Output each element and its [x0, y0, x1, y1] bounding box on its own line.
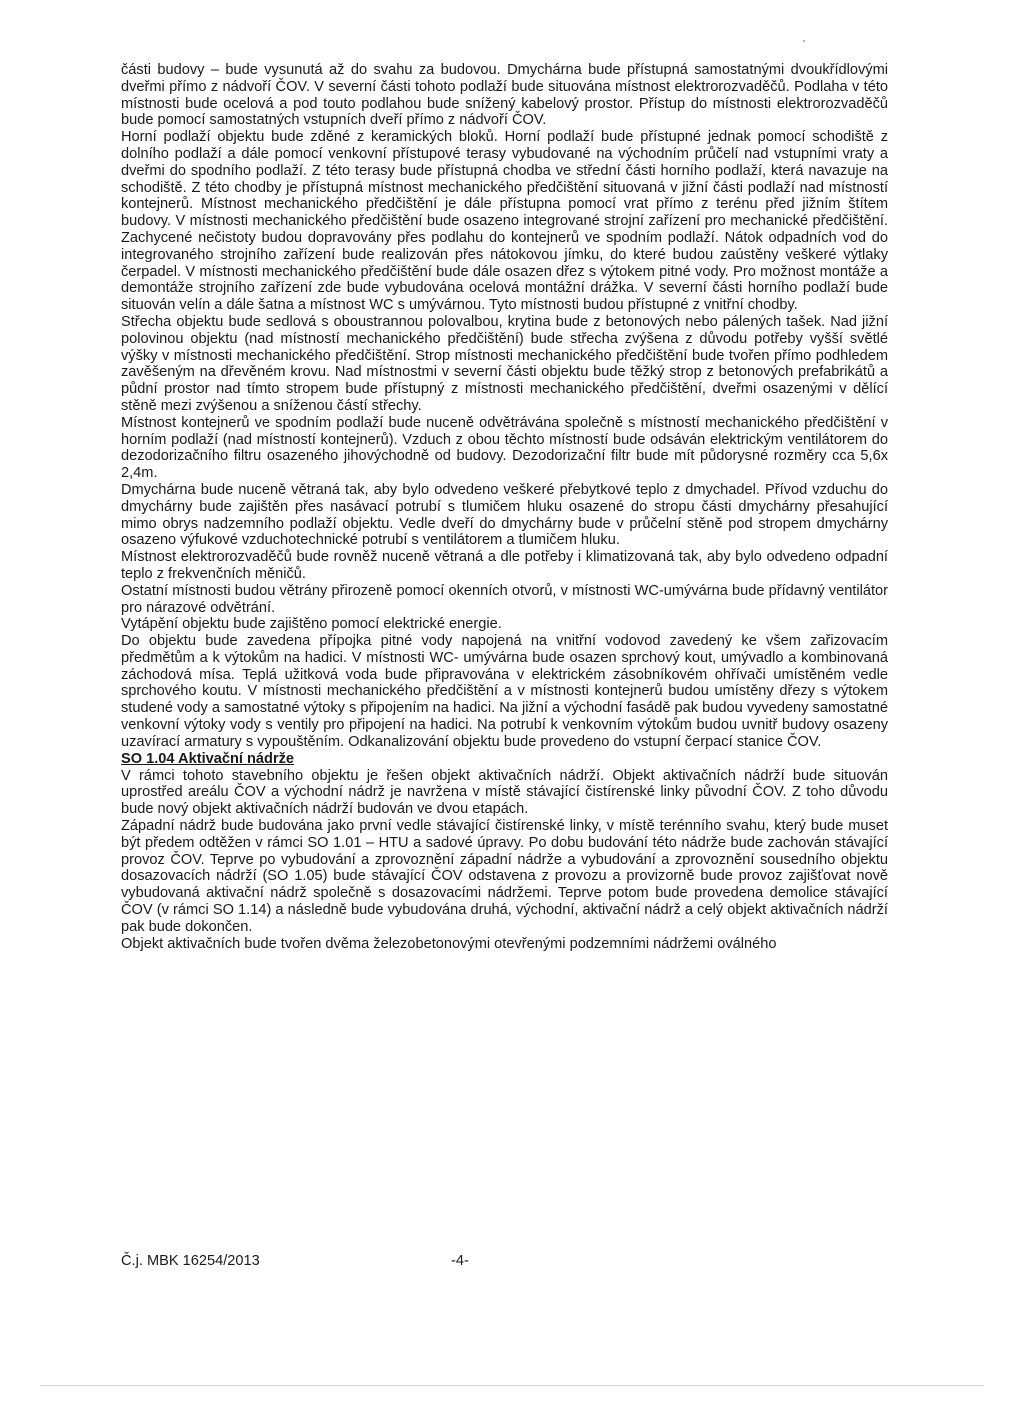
paragraph-switchgear-ventilation: Místnost elektrorozvaděčů bude rovněž nuceně větraná a dle potřeby i klimatizovaná tak, aby bylo odvedeno odpadní teplo z frekvenčních měničů.	[121, 549, 888, 582]
page-number: -4-	[451, 1253, 469, 1269]
paragraph-water-supply: Do objektu bude zavedena přípojka pitné vody napojená na vnitřní vodovod zavedený ke všem zařizovacím předmětům a k výtokům na hadici. V místnosti WC- umývárna bude osazen sprchový kout, umývadlo a kombinovaná záchodová mísa. Teplá užitková voda bude připravována v elektrickém zásobníkovém ohřívači umístěném vedle sprchového koutu. V místnosti mechanického předčištění a v místnosti kontejnerů budou umístěny dřezy s výtokem studené vody a samostatné výtoky s připojením na hadici. Na jižní a východní fasádě pak budou vyvedeny samostatné venkovní výtoky vody s ventily pro připojení na hadici. Na potrubí k venkovním výtokům budou uvnitř budovy osazeny uzavírací armatury s vypouštěním. Odkanalizování objektu bude provedeno do vstupní čerpací stanice ČOV.	[121, 633, 888, 750]
paragraph-blower-room-ventilation: Dmychárna bude nuceně větraná tak, aby bylo odvedeno veškeré přebytkové teplo z dmychadel. Přívod vzduchu do dmychárny bude zajištěn přes nasávací potrubí s tlumičem hluku osazené do stropu části dmychárny přesahující mimo obrys nadzemního podlaží objektu. Vedle dveří do dmychárny bude v průčelní stěně pod stropem dmychárny osazeno výfukové vzduchotechnické potrubí s ventilátorem a tlumičem hluku.	[121, 481, 888, 549]
document-number: Č.j. MBK 16254/2013	[121, 1253, 260, 1269]
paragraph-activation-tanks-intro: V rámci tohoto stavebního objektu je řešen objekt aktivačních nádrží. Objekt aktivačních nádrží bude situován uprostřed areálu ČOV a východní nádrž je navržena v místě stávající čistírenské linky původní ČOV. Z toho důvodu bude nový objekt aktivačních nádrží budován ve dvou etapách.	[121, 767, 888, 818]
scan-edge-line	[40, 1385, 984, 1386]
paragraph-heating: Vytápění objektu bude zajištěno pomocí elektrické energie.	[121, 616, 502, 633]
paragraph-activation-tanks-structure: Objekt aktivačních bude tvořen dvěma železobetonovými otevřenými podzemními nádržemi oválného	[121, 935, 777, 952]
document-body	[121, 62, 888, 952]
paragraph-natural-ventilation: Ostatní místnosti budou větrány přirozeně pomocí okenních otvorů, v místnosti WC-umývárna bude přídavný ventilátor pro nárazové odvětrání.	[121, 582, 888, 616]
paragraph-lower-floor-access: části budovy – bude vysunutá až do svahu za budovou. Dmychárna bude přístupná samostatnými dvoukřídlovými dveřmi přímo z nádvoří ČOV. V severní části tohoto podlaží bude situována místnost elektrorozvaděčů. Podlaha v této místnosti bude ocelová a pod touto podlahou bude snížený kabelový prostor. Přístup do místnosti elektrorozvaděčů bude pomocí samostatných vstupních dveří přímo z nádvoří ČOV.	[121, 62, 888, 129]
paragraph-activation-tanks-stages: Západní nádrž bude budována jako první vedle stávající čistírenské linky, v místě terénního svahu, který bude muset být předem odtěžen v rámci SO 1.01 – HTU a sadové úpravy. Po dobu budování této nádrže bude zachován stávající provoz ČOV. Teprve po vybudování a zprovoznění západní nádrže a vybudování a zprovoznění sousedního objektu dosazovacích nádrží (SO 1.05) bude stávající ČOV odstavena z provozu a provizorně bude provoz zajišťovat nově vybudovaná aktivační nádrž společně s dosazovacími nádržemi. Teprve potom bude provedena demolice stávající ČOV (v rámci SO 1.14) a následně bude vybudována druhá, východní, aktivační nádrž a celý objekt aktivačních nádrží pak bude dokončen.	[121, 818, 888, 935]
paragraph-upper-floor: Horní podlaží objektu bude zděné z keramických bloků. Horní podlaží bude přístupné jednak pomocí schodiště z dolního podlaží a dále pomocí venkovní přístupové terasy vybudované na východním průčelí nad vstupními vraty a dveřmi do spodního podlaží. Z této terasy bude přístupná chodba ve střední části horního podlaží, která navazuje na schodiště. Z této chodby je přístupná místnost mechanického předčištění situovaná v jižní části podlaží nad místností kontejnerů. Místnost mechanického předčištění je dále přístupna pomocí vrat přímo z terénu před jižním štítem budovy. V místnosti mechanického předčištění bude osazeno integrované strojní zařízení pro mechanické předčištění. Zachycené nečistoty budou dopravovány přes podlahu do kontejnerů ve spodním podlaží. Nátok odpadních vod do integrovaného strojního zařízení bude realizován přes nátokovou jímku, do které budou zaústěny veškeré výtlaky čerpadel. V místnosti mechanického předčištění bude dále osazen dřez s výtokem pitné vody. Pro možnost montáže a demontáže strojního zařízení zde bude vybudována ocelová montážní drážka. V severní části horního podlaží bude situován velín a dále šatna a místnost WC s umývárnou. Tyto místnosti budou přístupné z vnitřní chodby.	[121, 129, 888, 314]
scan-speck	[803, 40, 805, 42]
paragraph-container-room-ventilation: Místnost kontejnerů ve spodním podlaží bude nuceně odvětrávána společně s místností mechanického předčištění v horním podlaží (nad místností kontejnerů). Vzduch z obou těchto místností bude odsáván elektrickým ventilátorem do dezodorizačního filtru osazeného jihovýchodně od budovy. Dezodorizační filtr bude mít půdorysné rozměry cca 5,6x 2,4m.	[121, 414, 888, 482]
section-heading: SO 1.04 Aktivační nádrže	[121, 750, 295, 767]
paragraph-roof: Střecha objektu bude sedlová s oboustrannou polovalbou, krytina bude z betonových nebo pálených tašek. Nad jižní polovinou objektu (nad místností mechanického předčištění) bude střecha zvýšena z důvodu potřeby vyšší světlé výšky v místnosti mechanického předčištění. Strop místnosti mechanického předčištění bude tvořen přímo podhledem zavěšeným na dřevěném krovu. Nad místnostmi v severní části objektu bude těžký strop z betonových prefabrikátů a půdní prostor nad tímto stropem bude přístupný z místnosti mechanického předčištění, dveřmi osazenými v dělící stěně mezi zvýšenou a sníženou částí střechy.	[121, 313, 888, 414]
